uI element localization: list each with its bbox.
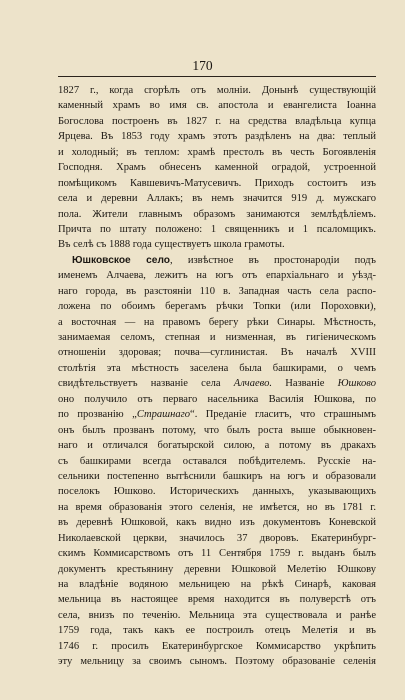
text-line: 1827 г., когда сгорѣлъ отъ молніи. Донынѣ существующій (58, 85, 376, 96)
text-line: Николаевской церкви, значилось 37 дворовъ. Екатеринбург- (58, 532, 376, 544)
text-line: Юшковское село, извѣстное въ простонародіи подъ (72, 254, 376, 266)
text-line: каменный храмъ во имя св. апостола и евангелиста Іоанна (58, 100, 376, 112)
text-line: въ деревнѣ Юшковой, какъ видно изъ документовъ Коневской (58, 517, 376, 529)
text-line: сельники постепенно вытѣснили башкиръ на югъ и образовали (58, 470, 376, 482)
text-line: скимъ Коммисарствомъ отъ 11 Сентября 1759 г. выданъ былъ (58, 548, 376, 560)
body-text (58, 83, 376, 670)
text-line: а восточная — на правомъ берегу рѣки Синары. Мѣстность, (58, 316, 376, 328)
text-line: Въ селѣ съ 1888 года существуетъ школа грамоты. (58, 239, 285, 251)
text-line: занимаемая селомъ, степная и низменная, въ гигіеническомъ (58, 332, 376, 343)
text-line: документъ крестьянину деревни Юшковой Мелетію Юшкову (58, 563, 376, 575)
text-line: по прозванію „Страшнаго“. Преданіе гласитъ, что страшнымъ (58, 409, 376, 421)
text-line: на владѣніе водяною мельницею на рѣкѣ Синарѣ, каковая (58, 579, 376, 590)
text-line: ложена по обоимъ берегамъ рѣчки Топки (или Пороховки), (58, 301, 376, 313)
page-number: 170 (192, 58, 213, 73)
text-line: Богослова построенъ въ 1827 г. на средства владѣльца купца (58, 115, 376, 127)
header-rule (58, 76, 376, 77)
text-line: наго города, въ разстояніи 110 в. Западная часть села распо- (58, 285, 376, 297)
text-line: эту мельницу за своимъ сыномъ. Поэтому образованіе селенія (58, 656, 376, 668)
text-line: и холодный; въ теплом: храмѣ престолъ въ честь Богоявленія (58, 146, 376, 158)
text-line: съ башкирами всегда оставался побѣдителемъ. Русскіе на- (58, 455, 376, 467)
text-line: села и деревни Аллакъ; въ немъ значится 919 д. мужскаго (58, 193, 376, 205)
text-line: оно получило отъ перваго насельника Василія Юшкова, по (58, 393, 376, 405)
text-line: мельница въ настоящее время находится въ полуверстѣ отъ (58, 594, 376, 606)
text-line: свидѣтельствуетъ названіе села Алчаево. Названіе Юшково (58, 378, 376, 390)
text-line: 1759 года, такъ какъ ее построилъ отецъ Мелетія и въ (58, 625, 376, 637)
text-line: поселокъ Юшково. Историческихъ данныхъ, указывающихъ (58, 486, 376, 498)
text-line: 1746 г. просилъ Екатеринбургское Коммисарство укрѣпить (58, 640, 376, 652)
text-line: Господня. Храмъ обнесенъ каменной оградой, устроенной (58, 162, 376, 174)
text-line: онъ былъ прозванъ потому, что былъ роста выше обыкновен- (58, 424, 376, 436)
text-line: наго и отличался богатырской силою, а потому въ дракахъ (58, 440, 376, 452)
text-line: помѣщикомъ Кавшевичъ-Матусевичъ. Приходъ состоитъ изъ (58, 177, 376, 189)
text-line: отношеніи здоровая; почва—суглинистая. Въ началѣ XVIII (58, 347, 376, 359)
text-line: на время образованія этого селенія, не имѣется, но въ 1781 г. (58, 501, 376, 513)
text-line: Причта по штату положено: 1 священникъ и 1 псаломщикъ. (58, 223, 376, 235)
text-line: именемъ Алчаева, лежитъ на югъ отъ епархіальнаго и уѣзд- (58, 270, 376, 282)
text-line: села, внизъ по теченію. Мельница эта существовала и ранѣе (58, 609, 376, 621)
text-line: Ярцева. Въ 1853 году храмъ этотъ раздѣленъ на два: теплый (58, 131, 376, 143)
text-line: столѣтія эта мѣстность заселена была башкирами, о чемъ (58, 362, 376, 374)
text-line: пола. Жители главнымъ образомъ занимаются землѣдѣліемъ. (58, 208, 376, 220)
